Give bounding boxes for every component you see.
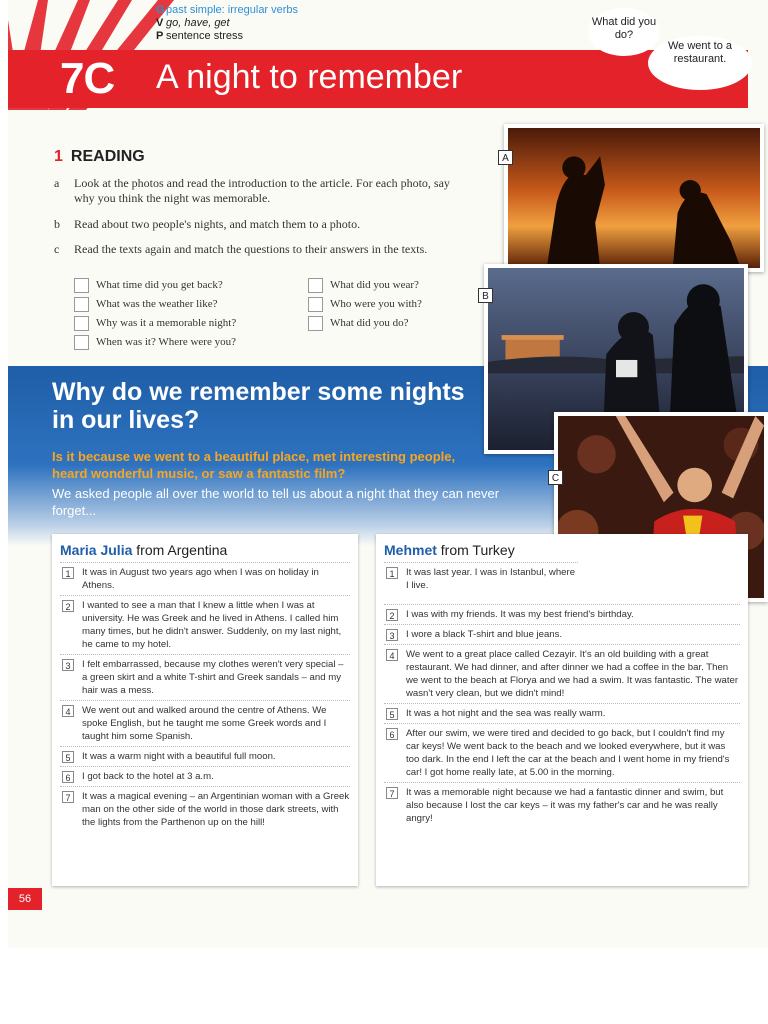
question-item[interactable] — [74, 335, 236, 351]
grammar-text: past simple: irregular verbs — [166, 4, 299, 16]
checkbox[interactable] — [308, 278, 323, 293]
item-number: 1 — [386, 567, 398, 579]
grammar-label: G — [156, 4, 165, 16]
lesson-focus — [156, 4, 298, 43]
page-title: A night to remember — [156, 58, 463, 96]
text-item — [60, 562, 350, 595]
question-item[interactable] — [74, 278, 223, 294]
article-subheading: Is it because we went to a beautiful place, met interesting people, heard wonderful music, or saw a fantastic film? — [52, 449, 456, 481]
article-intro: We asked people all over the world to tell us about a night that they can never forget... — [52, 486, 500, 518]
question-text: What did you do? — [330, 317, 409, 330]
question-item[interactable] — [74, 297, 218, 313]
question-text: Who were you with? — [330, 298, 422, 311]
instruction-text: Read the texts again and match the questions to their answers in the texts. — [74, 242, 428, 256]
speech-bubble-question: What did you do? — [588, 8, 660, 56]
item-text: It was last year. I was in Istanbul, where I live. — [406, 567, 576, 591]
question-text: What did you wear? — [330, 279, 419, 292]
instruction-c — [54, 242, 454, 257]
text-item — [384, 644, 740, 703]
question-text: What was the weather like? — [96, 298, 218, 311]
item-text: We went to a great place called Cezayir. It's an old building with a great restaurant. We had dinner, and after dinner we had a coffee in the bar. Then we went to the beach at Florya and we had a swim. It was fantastic. The water wasn't very clean, but we didn't mind! — [406, 649, 739, 699]
checkbox[interactable] — [74, 278, 89, 293]
vocab-text: go, have, get — [166, 17, 230, 29]
item-number: 2 — [62, 600, 74, 612]
item-text: After our swim, we were tired and decided to go back, but I couldn't find my car keys! We went back to the beach and we looked everywhere, but it was too dark. In the end I left the car at the beach and I went home in my friend's car! I got home really late, at 5.00 in the morning. — [406, 728, 730, 778]
photo-label-c: C — [548, 470, 563, 485]
instruction-a — [54, 176, 454, 206]
text-item — [60, 766, 350, 786]
photo-label-a: A — [498, 150, 513, 165]
checkbox[interactable] — [74, 297, 89, 312]
item-number: 1 — [62, 567, 74, 579]
text-item — [384, 562, 578, 599]
person-name: Mehmet — [384, 542, 437, 558]
item-number: 4 — [62, 705, 74, 717]
checkbox[interactable] — [308, 316, 323, 331]
item-text: It was in August two years ago when I was on holiday in Athens. — [82, 567, 319, 591]
text-item — [384, 604, 740, 624]
text-item — [384, 703, 740, 723]
item-number: 6 — [62, 771, 74, 783]
photo-a-beach-sunset — [504, 124, 764, 272]
instruction-letter: c — [54, 242, 60, 256]
text-card-maria-julia — [52, 534, 358, 886]
item-number: 7 — [62, 791, 74, 803]
speech-bubble-answer: We went to a restaurant. — [648, 36, 752, 90]
text-item — [60, 595, 350, 654]
reading-section-title — [54, 148, 153, 166]
item-text: It was a memorable night because we had a fantastic dinner and swim, but also because I lost the car keys – it was my father's car and he was really angry! — [406, 787, 724, 824]
instruction-letter: b — [54, 217, 60, 231]
item-number: 3 — [62, 659, 74, 671]
item-text: It was a warm night with a beautiful full moon. — [82, 751, 276, 762]
item-text: It was a hot night and the sea was really warm. — [406, 708, 606, 719]
item-number: 6 — [386, 728, 398, 740]
item-text: I felt embarrassed, because my clothes weren't very special – a green skirt and a white T-shirt and Greek sandals – and my hair was a mess. — [82, 659, 344, 696]
checkbox[interactable] — [308, 297, 323, 312]
unit-number: 7C — [60, 54, 115, 103]
person-country: from Turkey — [440, 542, 515, 558]
instruction-b — [54, 217, 454, 232]
item-number: 2 — [386, 609, 398, 621]
question-text: Why was it a memorable night? — [96, 317, 237, 330]
item-text: I wore a black T-shirt and blue jeans. — [406, 629, 563, 640]
item-text: I wanted to see a man that I knew a little when I was at university. He was Greek and he lived in Athens. I called him many times, but he didn't answer. Suddenly, on my last night, he came to my hotel. — [82, 600, 342, 650]
pron-text: sentence stress — [166, 30, 244, 42]
instruction-letter: a — [54, 176, 60, 190]
question-item[interactable] — [74, 316, 236, 332]
person-country: from Argentina — [136, 542, 228, 558]
item-number: 4 — [386, 649, 398, 661]
item-text: We went out and walked around the centre of Athens. We spoke English, but he taught me some Greek words and I taught him some Spanish. — [82, 705, 327, 742]
person-name: Maria Julia — [60, 542, 133, 558]
section-label: READING — [70, 148, 145, 165]
question-item[interactable] — [308, 316, 409, 332]
card-heading — [60, 534, 350, 562]
pron-label: P — [156, 30, 164, 42]
item-text: I was with my friends. It was my best friend's birthday. — [406, 609, 634, 620]
text-item — [60, 786, 350, 832]
question-item[interactable] — [308, 297, 422, 313]
article-heading: Why do we remember some nights in our lives? — [52, 378, 465, 434]
question-item[interactable] — [308, 278, 419, 294]
card-heading — [384, 534, 578, 562]
text-item — [384, 624, 740, 644]
textbook-page — [8, 0, 768, 948]
item-number: 7 — [386, 787, 398, 799]
text-item — [384, 782, 740, 828]
text-item — [60, 654, 350, 700]
text-card-mehmet-continued — [376, 604, 748, 886]
vocab-label: V — [156, 17, 164, 29]
instruction-text: Look at the photos and read the introduction to the article. For each photo, say why you think the night was memorable. — [74, 176, 450, 205]
item-text: It was a magical evening – an Argentinian woman with a Greek man on the other side of the world in those dark streets, with the lights from the Parthenon up on the hill! — [82, 791, 350, 828]
item-number: 5 — [386, 708, 398, 720]
question-text: When was it? Where were you? — [96, 336, 236, 349]
item-text: I got back to the hotel at 3 a.m. — [82, 771, 214, 782]
text-item — [384, 723, 740, 782]
question-text: What time did you get back? — [96, 279, 223, 292]
checkbox[interactable] — [74, 316, 89, 331]
text-item — [60, 746, 350, 766]
item-number: 3 — [386, 629, 398, 641]
photo-label-b: B — [478, 288, 493, 303]
item-number: 5 — [62, 751, 74, 763]
page-number: 56 — [8, 888, 42, 910]
section-number: 1 — [54, 148, 63, 165]
checkbox[interactable] — [74, 335, 89, 350]
text-item — [60, 700, 350, 746]
instruction-text: Read about two people's nights, and match them to a photo. — [74, 217, 361, 231]
